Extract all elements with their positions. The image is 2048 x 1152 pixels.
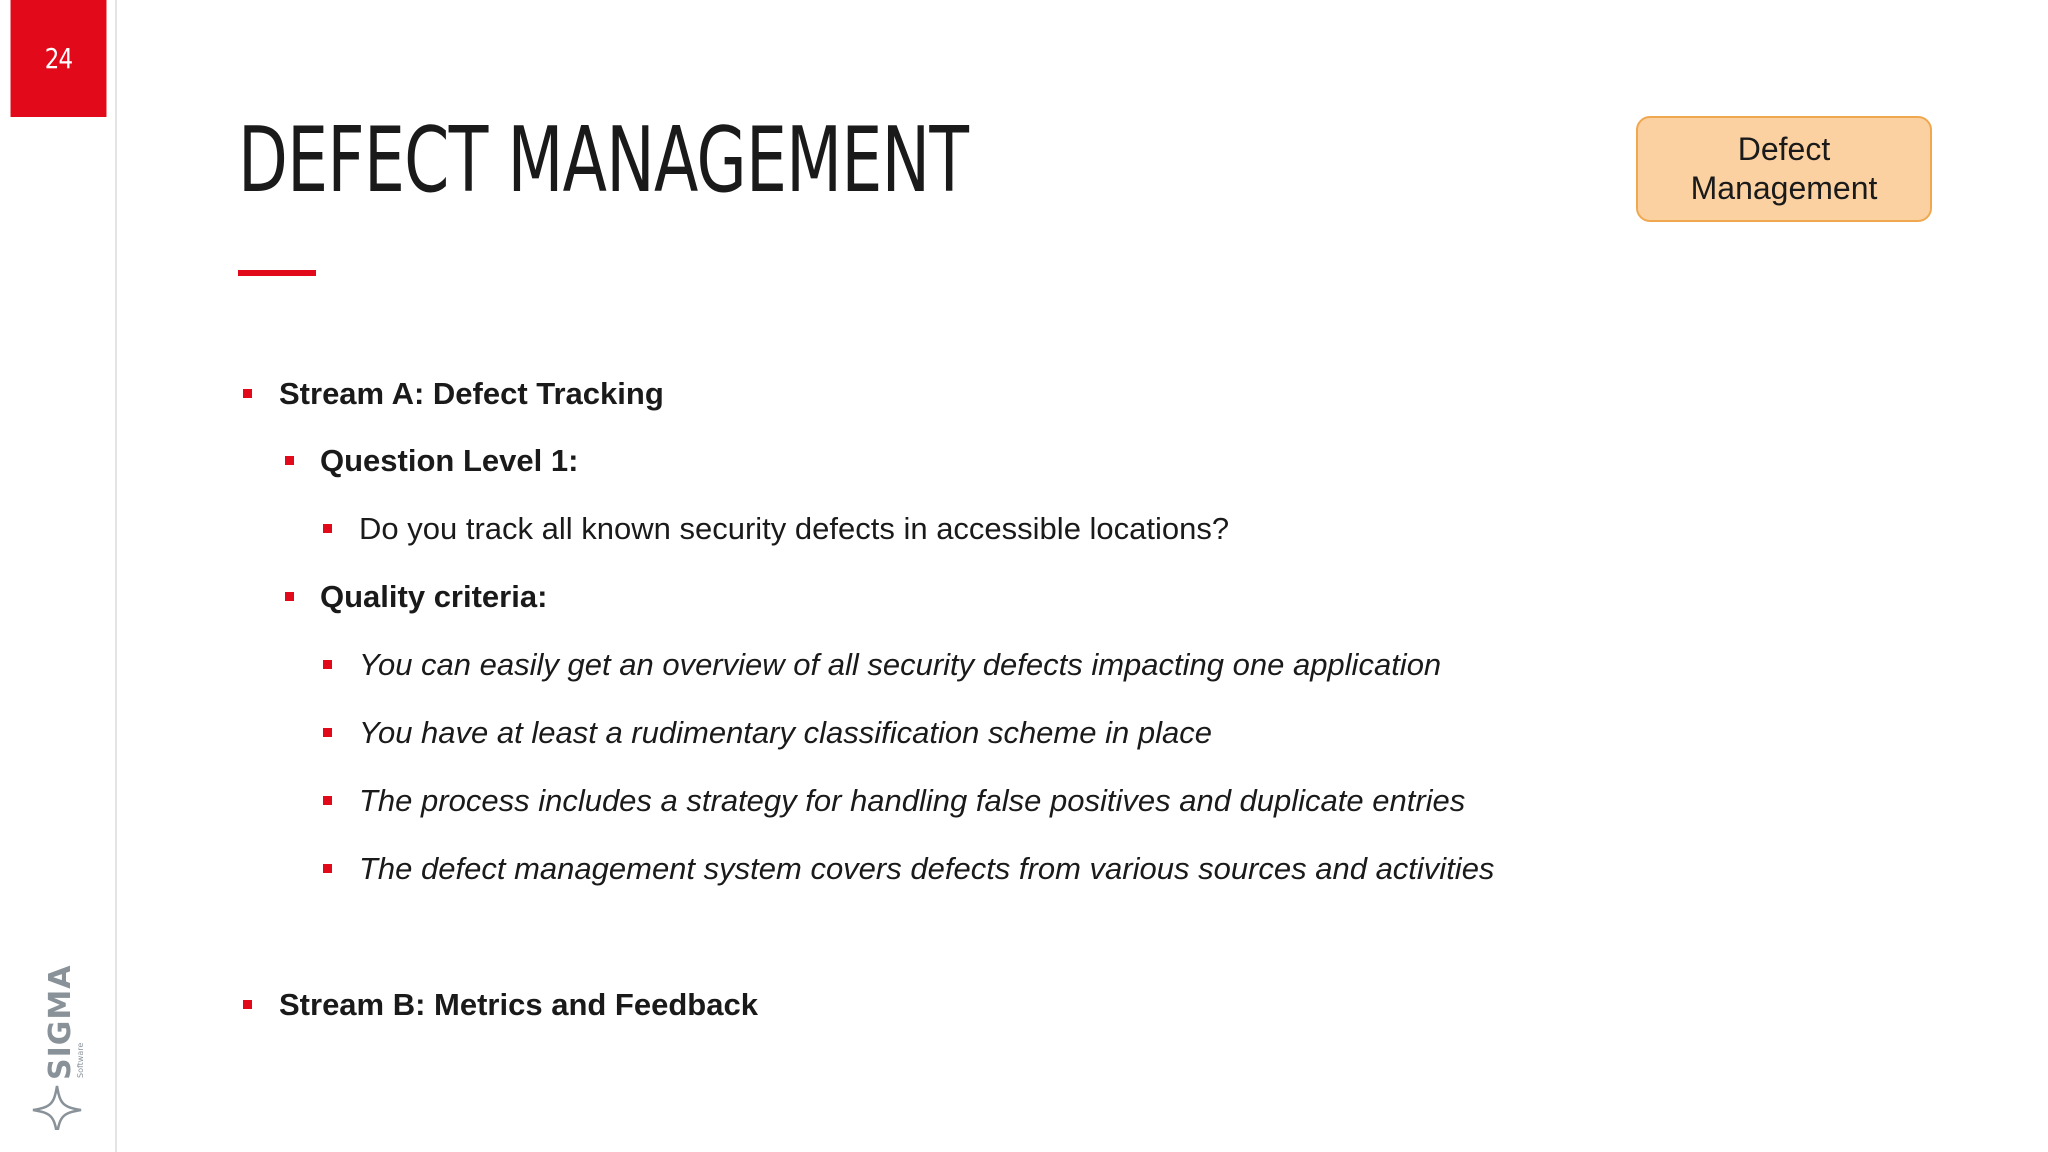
stream-a-label: Stream A: Defect Tracking <box>279 376 664 411</box>
bullet-marker <box>285 592 294 601</box>
bullet-marker <box>243 1000 252 1009</box>
criterion-text: You can easily get an overview of all security defects impacting one application <box>359 647 1442 682</box>
bullet-marker <box>323 796 332 805</box>
page-number-badge: 24 <box>11 0 107 117</box>
bullet-criterion <box>359 851 1494 887</box>
page-title: DEFECT MANAGEMENT <box>238 108 969 213</box>
bullet-question-heading <box>320 443 578 479</box>
criterion-text: The defect management system covers defects from various sources and activities <box>359 851 1495 886</box>
title-underline <box>238 270 316 276</box>
bullet-marker <box>323 864 332 873</box>
bullet-question <box>359 511 1229 547</box>
logo-subtext: Software <box>76 1042 85 1078</box>
criteria-heading: Quality criteria: <box>320 579 548 614</box>
topic-tag-label: Defect Management <box>1690 131 1878 206</box>
question-heading: Question Level 1: <box>320 443 579 478</box>
topic-tag <box>1636 116 1932 222</box>
bullet-marker <box>243 389 252 398</box>
criterion-text: The process includes a strategy for handling false positives and duplicate entries <box>359 783 1466 818</box>
sigma-star-icon <box>33 1086 81 1130</box>
bullet-marker <box>323 660 332 669</box>
question-text: Do you track all known security defects in accessible locations? <box>359 511 1230 546</box>
bullet-marker <box>323 524 332 533</box>
bullet-criterion <box>359 715 1212 751</box>
bullet-stream-b <box>279 987 758 1023</box>
stream-b-label: Stream B: Metrics and Feedback <box>279 987 758 1022</box>
bullet-criterion <box>359 647 1441 683</box>
bullet-marker <box>285 456 294 465</box>
logo-wordmark: SIGMA <box>43 964 78 1080</box>
sigma-logo <box>30 930 90 1130</box>
criterion-text: You have at least a rudimentary classification scheme in place <box>359 715 1212 750</box>
bullet-criterion <box>359 783 1465 819</box>
bullet-marker <box>323 728 332 737</box>
bullet-criteria-heading <box>320 579 547 615</box>
bullet-stream-a <box>279 376 664 412</box>
